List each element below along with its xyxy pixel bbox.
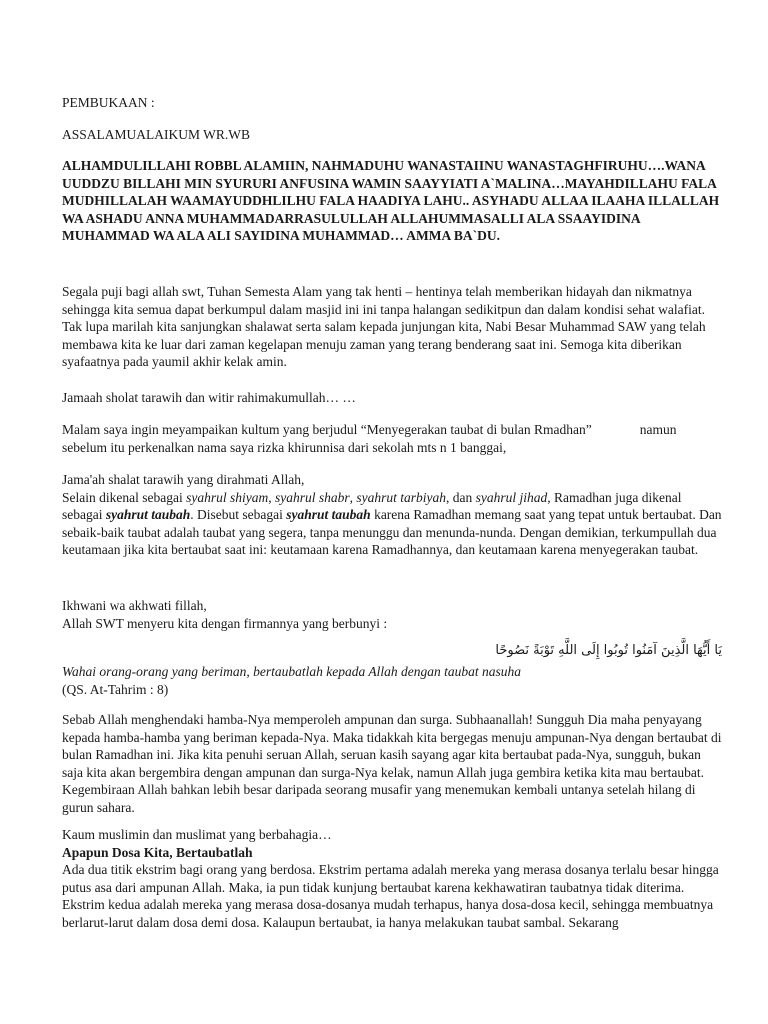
paragraph-address: Jamaah sholat tarawih dan witir rahimakumullah… … xyxy=(62,390,356,405)
address-brothers: Ikhwani wa akhwati fillah, xyxy=(62,598,207,613)
paragraph-forgiveness: Sebab Allah menghendaki hamba-Nya memperoleh ampunan dan surga. Subhaanallah! Sungguh Dia maha penyayang kepada hamba-hamba yang beriman kepada-Nya. Maka tidakkah kita bergegas menuju ampunan-Nya dengan bertaubat di bulan Ramadhan ini. Jika kita penuhi seruan Allah, seruan kasih sayang agar kita bertaubat pada-Nya, sungguh, bukan saja kita akan bergembira dengan ampunan dan surga-Nya kelak, namun Allah juga gembira ketika kita mau bertaubat. Kegembiraan Allah bahkan lebih besar daripada seorang musafir yang menemukan kembali untanya setelah hilang di gurun sahara. xyxy=(62,712,722,815)
opening-prayer: ALHAMDULILLAHI ROBBL ALAMIIN, NAHMADUHU WANASTAIINU WANASTAGHFIRUHU….WANA UUDDZU BILLAHI MIN SYURURI ANFUSINA WAMIN SAAYYIATI A`MALINA…MAYAHDILLAHU FALA MUDHILLALAH WAAMAYUDDHLILHU FALA HAADIYA LAHU.. ASYHADU ALLAA ILAAHA ILLALLAH WA ASHADU ANNA MUHAMMADARRASULULLAH ALLAHUMMASALLI ALA SSAAYIDINA MUHAMMAD WA ALA ALI SAYIDINA MUHAMMAD… AMMA BA`DU. xyxy=(62,158,720,244)
subheading: Apapun Dosa Kita, Bertaubatlah xyxy=(62,844,253,860)
topic-text: Malam saya ingin meyampaikan kultum yang berjudul “Menyegerakan taubat di bulan Rmadhan” xyxy=(62,422,592,437)
introduction-text: sebelum itu perkenalkan nama saya rizka khirunnisa dari sekolah mts n 1 banggai, xyxy=(62,439,507,455)
paragraph-call xyxy=(62,597,722,632)
paragraph-sins xyxy=(62,826,722,931)
section-heading: PEMBUKAAN : xyxy=(62,95,155,110)
quran-verse-arabic: يَا أَيُّهَا الَّذِينَ آمَنُوا تُوبُوا إِلَى اللَّهِ تَوْبَةً نَصُوحًا xyxy=(495,643,722,658)
address-congregation: Kaum muslimin dan muslimat yang berbahagia… xyxy=(62,827,332,842)
paragraph-praise: Segala puji bagi allah swt, Tuhan Semesta Alam yang tak henti – hentinya telah memberikan hidayah dan nikmatnya sehingga kita semua dapat berkumpul dalam masjid ini ini tanpa halangan sedikitpun dan dalam kondisi sehat walafiat. Tak lupa marilah kita sanjungkan shalawat serta salam kepada junjungan kita, Nabi Besar Muhammad SAW yang telah membawa kita ke luar dari zaman kegelapan menuju zaman yang terang benderang saat ini. Semoga kita diberikan syafaatnya pada yaumil akhir kelak amin. xyxy=(62,284,706,369)
greeting-salam: ASSALAMUALAIKUM WR.WB xyxy=(62,127,251,142)
address-line: Jama'ah shalat tarawih yang dirahmati Allah, xyxy=(62,472,305,487)
verse-citation: (QS. At-Tahrim : 8) xyxy=(62,681,169,697)
paragraph-ramadhan: Jama'ah shalat tarawih yang dirahmati Allah, Selain dikenal sebagai syahrul shiyam, syahrul shabr, syahrut tarbiyah, dan syahrul jihad, Ramadhan juga dikenal sebagai syahrut taubah. Disebut sebagai syahrut taubah karena Ramadhan memang saat yang tepat untuk bertaubat. Dan sebaik-baik taubat adalah taubat yang segera, tanpa menunggu dan menunda-nunda. Dengan demikian, terkumpullah dua keutamaan jika kita bertaubat saat ini: keutamaan karena Ramadhannya, dan keutamaan karena menyegerakan taubat. xyxy=(62,472,722,557)
paragraph-topic xyxy=(62,421,722,456)
verse-translation: Wahai orang-orang yang beriman, bertaubatlah kepada Allah dengan taubat nasuha xyxy=(62,664,521,679)
call-intro: Allah SWT menyeru kita dengan firmannya yang berbunyi : xyxy=(62,615,388,631)
extremes-text: Ada dua titik ekstrim bagi orang yang berdosa. Ekstrim pertama adalah mereka yang merasa dosanya terlalu besar hingga putus asa dari ampunan Allah. Maka, ia pun tidak kunjung bertaubat karena kekhawatiran taubatnya tidak diterima. Ekstrim kedua adalah mereka yang merasa dosa-dosanya mudah terhapus, hanya dosa-dosa kecil, sehingga membuatnya berlarut-larut dalam dosa demi dosa. Kalaupun bertaubat, ia hanya melakukan taubat sambal. Sekarang xyxy=(62,862,719,930)
topic-continuation: namun xyxy=(639,422,677,437)
verse-block xyxy=(62,663,722,698)
